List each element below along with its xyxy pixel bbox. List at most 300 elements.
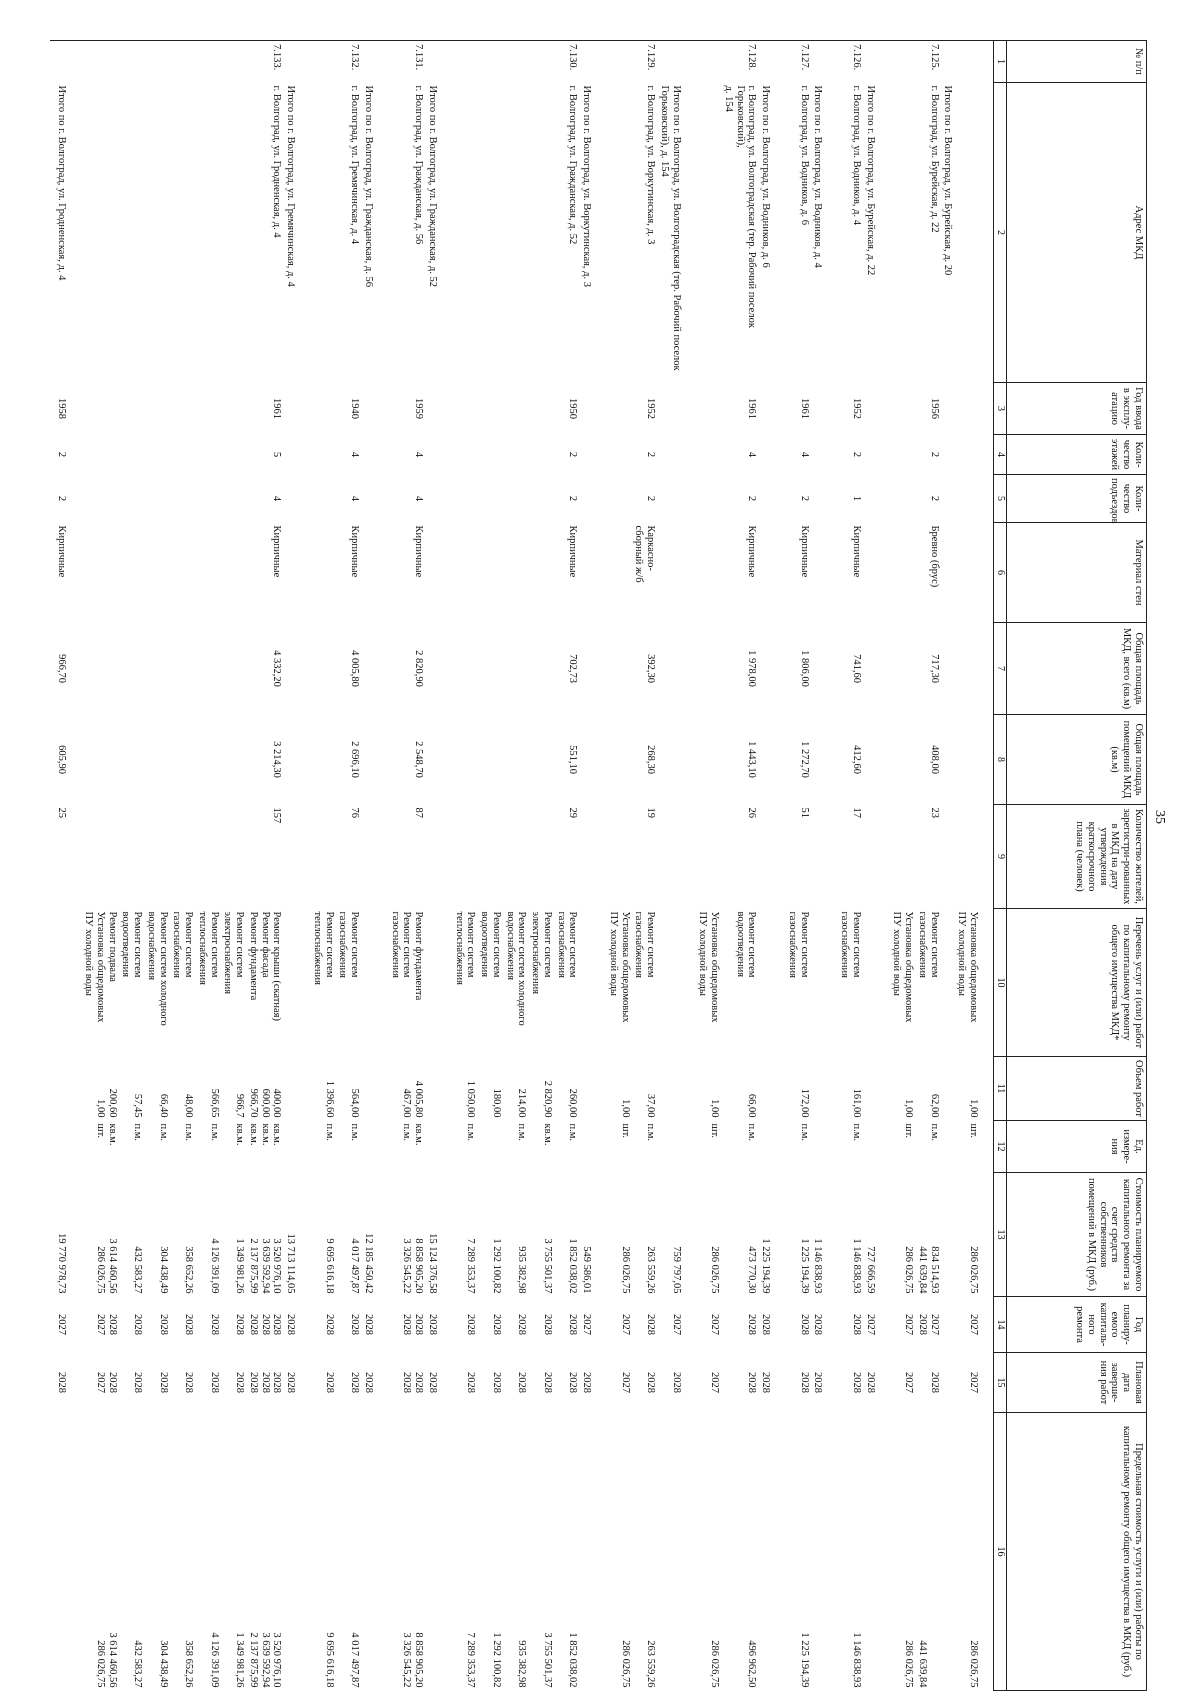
table-cell: 1,00 [619, 1099, 631, 1118]
table-cell [361, 1121, 388, 1173]
table-cell: Кирпичные [271, 525, 283, 578]
table-cell [890, 435, 916, 475]
column-number-4: 4 [994, 435, 1007, 475]
table-cell: 2 [928, 451, 940, 458]
table-cell: г. Волгоград, ул. Воркутинская, д. 3 [645, 85, 657, 245]
column-number-8: 8 [994, 715, 1007, 805]
table-cell [863, 41, 890, 83]
table-cell [955, 83, 994, 383]
table-cell: 2028 [491, 1314, 502, 1335]
table-cell [119, 435, 145, 475]
table-cell: Итого по г. Волгоград, ул. Гражданская, д. 56 [363, 85, 374, 287]
table-cell: 2028 [349, 1372, 361, 1393]
table-cell [50, 41, 82, 83]
table-cell: 2 [56, 451, 68, 458]
table-cell [195, 715, 221, 805]
table-cell: 2027 [903, 1314, 915, 1335]
table-cell: 2028 [864, 1372, 876, 1393]
table-row [941, 41, 955, 1691]
table-cell: Установка общедомовых ПУ холодной воды [697, 911, 721, 1023]
table-cell [811, 1121, 838, 1173]
table-cell: 1 978,00 [746, 650, 758, 687]
table-cell [195, 805, 221, 909]
table-cell [425, 523, 452, 623]
table-cell: 496 962,50 [746, 1640, 758, 1688]
table-cell [696, 805, 722, 909]
table-cell [606, 805, 632, 909]
table-cell [580, 623, 607, 715]
table-cell: 2028 2027 [95, 1372, 118, 1393]
table-cell: 2028 [812, 1372, 824, 1393]
table-cell [144, 435, 170, 475]
table-cell [195, 523, 221, 623]
table-cell [657, 715, 696, 805]
table-row [554, 41, 580, 1691]
table-cell [195, 383, 221, 435]
column-header-11: Объем работ [1007, 1057, 1147, 1121]
table-cell [811, 1057, 838, 1121]
table-cell: 87 [413, 807, 425, 818]
table-cell: 7.128. [746, 44, 758, 71]
table-cell: кв.м. [234, 1123, 246, 1146]
table-cell: 2028 [234, 1372, 246, 1393]
table-cell: 15 124 376,58 [427, 1233, 438, 1294]
table-cell [759, 715, 786, 805]
table-cell: 966,7 [234, 1093, 246, 1118]
table-cell: 260,00 [567, 1088, 579, 1118]
column-number-13: 13 [994, 1173, 1007, 1297]
table-cell [195, 623, 221, 715]
table-cell: 702,73 [567, 654, 579, 683]
table-cell [119, 523, 145, 623]
table-cell [478, 435, 504, 475]
table-cell [580, 909, 607, 1057]
table-cell: 834 514,93 441 639,84 [917, 1246, 940, 1294]
table-cell [863, 475, 890, 523]
table-cell [284, 909, 311, 1057]
table-cell [657, 383, 696, 435]
table-cell: 4 [349, 451, 361, 458]
table-cell [195, 475, 221, 523]
table-cell: Ремонт систем теплоснабжения [197, 911, 220, 985]
table-cell [82, 523, 119, 623]
table-cell [170, 523, 196, 623]
column-header-5: Коли-чество подъездов [1007, 475, 1147, 523]
table-cell: 48,00 [183, 1093, 195, 1118]
table-cell [503, 383, 529, 435]
table-cell: п.м. [851, 1123, 862, 1142]
table-cell [310, 41, 336, 83]
table-cell [759, 383, 786, 435]
table-cell [890, 805, 916, 909]
table-cell: 2027 [968, 1314, 979, 1335]
table-cell [310, 83, 336, 383]
table-cell: 304 438,49 [157, 1640, 169, 1688]
table-cell: 4 [349, 495, 361, 502]
table-cell: Ремонт фундамента Ремонт систем газоснабжения [389, 911, 425, 1001]
table-cell: шт. [619, 1123, 631, 1139]
table-cell [606, 41, 632, 83]
table-cell: 286 026,75 [968, 1246, 979, 1294]
repair-plan-table [50, 40, 1147, 1691]
table-cell: 2028 [285, 1372, 297, 1393]
table-cell: 2028 [363, 1372, 374, 1393]
table-cell [759, 435, 786, 475]
table-cell [284, 523, 311, 623]
table-cell [657, 1413, 696, 1691]
table-cell [478, 41, 504, 83]
table-cell [580, 435, 607, 475]
table-cell [425, 1413, 452, 1691]
table-cell [284, 1121, 311, 1173]
table-cell: 2028 [798, 1314, 810, 1335]
table-cell [580, 715, 607, 805]
table-cell [890, 83, 916, 383]
table-cell [696, 523, 722, 623]
column-number-row [994, 41, 1007, 1691]
total-row [657, 41, 696, 1691]
table-cell [529, 83, 555, 383]
table-cell [452, 715, 478, 805]
table-cell: 157 [271, 807, 283, 824]
table-cell [221, 83, 247, 383]
table-cell [119, 83, 145, 383]
table-cell: Ремонт систем газоснабжения [917, 911, 940, 978]
table-row [503, 41, 529, 1691]
table-cell: 1952 [851, 398, 862, 419]
table-cell: п.м. [516, 1123, 528, 1142]
table-cell [503, 41, 529, 83]
table-cell [657, 475, 696, 523]
table-cell [759, 475, 786, 523]
table-cell: 412,60 [851, 745, 862, 774]
table-cell: 4 [413, 495, 425, 502]
table-cell: 432 583,27 [132, 1640, 144, 1688]
table-cell: 2028 2028 [401, 1314, 425, 1335]
total-row [955, 41, 994, 1691]
table-cell [863, 1413, 890, 1691]
table-cell [452, 435, 478, 475]
column-number-5: 5 [994, 475, 1007, 523]
table-cell: 2 [645, 451, 657, 458]
table-cell: 1 349 981,26 [234, 1238, 246, 1294]
table-cell: 2 [567, 495, 579, 502]
table-cell: 4 005,80 467,00 [401, 1080, 425, 1118]
table-cell: 2028 [208, 1314, 220, 1335]
table-cell: Кирпичные [56, 525, 68, 578]
table-cell: 1 292 100,82 [491, 1632, 502, 1688]
table-cell: 180,00 [491, 1088, 502, 1118]
table-cell: кв.м. п.м. [401, 1123, 425, 1146]
table-cell: г. Волгоград, ул. Бурейская, д. 22 [928, 85, 940, 233]
table-row [890, 41, 916, 1691]
table-cell [221, 41, 247, 83]
table-cell: Итого по г. Волгоград, ул. Бурейская, д. 22 [864, 85, 876, 276]
table-cell: 1 852 038,02 [567, 1238, 579, 1294]
table-cell: кв.м. кв.м. кв.м. [248, 1123, 283, 1146]
table-cell: 2028 [349, 1314, 361, 1335]
table-cell [425, 623, 452, 715]
table-cell [310, 805, 336, 909]
table-cell [759, 1413, 786, 1691]
table-cell [310, 383, 336, 435]
table-cell [941, 1413, 955, 1691]
table-cell: 2027 [864, 1314, 876, 1335]
table-cell [82, 623, 119, 715]
table-cell: 26 [746, 807, 758, 818]
table-cell: 2028 [323, 1372, 335, 1393]
table-cell: 304 438,49 [157, 1246, 169, 1294]
table-cell: 1 349 981,26 [234, 1632, 246, 1688]
table-cell [941, 805, 955, 909]
column-header-13: Стоимость планируемого капитального ремонта за счет средств собственников помещений в МКД (руб.) [1007, 1173, 1147, 1297]
table-cell: 4 005,80 [349, 650, 361, 687]
table-cell: 473 770,30 [746, 1246, 758, 1294]
table-cell: 286 026,75 [903, 1246, 915, 1294]
table-cell: 2028 [746, 1314, 758, 1335]
table-cell [696, 715, 722, 805]
total-row [425, 41, 452, 1691]
table-row [246, 41, 283, 1691]
table-row [721, 41, 758, 1691]
table-cell: 37,00 [645, 1093, 657, 1118]
table-cell: 3 755 501,37 [542, 1238, 553, 1294]
table-cell [941, 623, 955, 715]
table-cell: Ремонт систем газоснабжения [787, 911, 810, 978]
table-cell: п.м. [183, 1123, 195, 1142]
table-cell [863, 1121, 890, 1173]
table-cell: 2028 [132, 1372, 144, 1393]
table-cell [657, 805, 696, 909]
table-cell: п.м. [928, 1123, 940, 1142]
table-cell: 3 520 976,10 3 639 592,94 2 137 875,99 [248, 1238, 283, 1294]
table-cell [529, 475, 555, 523]
column-header-14: Год планиру-емого капиталь-ного ремонта [1007, 1297, 1147, 1353]
table-cell [119, 475, 145, 523]
table-cell [811, 623, 838, 715]
table-cell: 17 [851, 807, 862, 818]
table-cell: 286 026,75 [968, 1640, 979, 1688]
table-row [195, 41, 221, 1691]
page-number: 35 [1152, 810, 1167, 824]
table-cell: 7.131. [413, 44, 425, 71]
table-cell: 9 695 616,18 [323, 1632, 335, 1688]
table-cell: 23 [928, 807, 940, 818]
table-cell [811, 475, 838, 523]
table-cell [478, 1121, 504, 1173]
table-cell [452, 523, 478, 623]
table-cell: 358 652,26 [183, 1640, 195, 1688]
table-cell: 4 017 497,87 [349, 1238, 361, 1294]
table-cell [606, 623, 632, 715]
table-cell [310, 435, 336, 475]
table-cell [478, 383, 504, 435]
table-cell: 2 [798, 495, 810, 502]
table-cell: 2028 [427, 1314, 438, 1335]
table-cell [657, 1121, 696, 1173]
table-cell: шт. [903, 1123, 915, 1139]
table-cell: шт. [968, 1123, 979, 1139]
table-cell [696, 41, 722, 83]
table-cell [452, 41, 478, 83]
table-cell [361, 623, 388, 715]
table-cell [170, 475, 196, 523]
table-cell: 2027 [581, 1314, 593, 1335]
table-cell: 1 852 038,02 [567, 1632, 579, 1688]
table-cell [119, 41, 145, 83]
table-cell: 2028 [760, 1372, 772, 1393]
column-number-11: 11 [994, 1057, 1007, 1121]
table-cell [284, 805, 311, 909]
table-cell [284, 41, 311, 83]
table-row [915, 41, 941, 1691]
table-cell: 19 770 978,73 [56, 1233, 68, 1294]
table-cell: 2 [56, 495, 68, 502]
table-cell [144, 83, 170, 383]
table-cell: г. Волгоград, ул. Гражданская, д. 52 [567, 85, 579, 245]
table-cell [529, 41, 555, 83]
table-row [632, 41, 658, 1691]
table-cell: 2 [567, 451, 579, 458]
table-cell: 4 332,20 [271, 650, 283, 687]
table-cell: 2028 [323, 1314, 335, 1335]
table-cell: 2028 [670, 1372, 682, 1393]
table-cell [310, 715, 336, 805]
table-cell [759, 41, 786, 83]
table-cell: 7.125. [928, 44, 940, 71]
table-cell [452, 623, 478, 715]
table-cell: 1 146 838,93 [851, 1632, 862, 1688]
table-cell: 3 214,30 [271, 741, 283, 778]
table-cell: п.м. [567, 1123, 579, 1142]
table-cell [657, 523, 696, 623]
table-cell: 3 614 460,56 286 026,75 [95, 1632, 118, 1688]
table-cell: 551,10 [567, 745, 579, 774]
table-cell [890, 475, 916, 523]
table-cell: Ремонт систем газоснабжения [555, 911, 579, 978]
table-cell [503, 83, 529, 383]
table-cell: 57,45 [132, 1093, 144, 1118]
table-row [144, 41, 170, 1691]
table-cell [478, 523, 504, 623]
table-cell: 4 [271, 495, 283, 502]
table-cell: 1950 [567, 398, 579, 419]
table-cell [221, 715, 247, 805]
table-cell: Ремонт крыши (скатная) Ремонт фасада Ремонт фундамента [248, 911, 283, 1022]
table-cell: 7 289 353,37 [465, 1632, 477, 1688]
table-cell: 2028 2028 [401, 1372, 425, 1393]
table-cell: 966,70 [56, 654, 68, 683]
table-cell: Ремонт систем водоотведения [120, 911, 144, 978]
table-cell: 2028 [157, 1314, 169, 1335]
table-cell [696, 83, 722, 383]
table-cell: 2027 2028 [917, 1314, 940, 1335]
table-cell [606, 383, 632, 435]
table-cell: Установка общедомовых ПУ холодной воды [891, 911, 915, 1023]
table-cell: 25 [56, 807, 68, 818]
table-cell: 564,00 [349, 1088, 361, 1118]
table-cell: г. Волгоград, ул. Гремячинская, д. 4 [349, 85, 361, 245]
table-cell: 2028 [427, 1372, 438, 1393]
table-cell: Итого по г. Волгоград, ул. Гражданская, д. 52 [427, 85, 438, 287]
table-cell: 1,00 [709, 1099, 721, 1118]
table-cell [144, 475, 170, 523]
table-cell [425, 909, 452, 1057]
table-cell: 3 520 976,10 3 639 592,94 2 137 875,99 [248, 1632, 283, 1688]
table-cell: 1940 [349, 398, 361, 419]
table-cell: Кирпичные [746, 525, 758, 578]
table-cell [955, 623, 994, 715]
table-cell: 76 [349, 807, 361, 818]
table-cell: 2028 [285, 1314, 297, 1335]
column-number-1: 1 [994, 41, 1007, 83]
table-cell [144, 523, 170, 623]
table-cell [759, 909, 786, 1057]
table-cell: г. Волгоград, ул. Водников, д. 6 [798, 85, 810, 226]
table-cell [284, 623, 311, 715]
table-cell: 7.129. [645, 44, 657, 71]
total-row [284, 41, 311, 1691]
table-cell: 286 026,75 [903, 1640, 915, 1688]
table-cell [361, 1413, 388, 1691]
table-cell [119, 715, 145, 805]
table-cell: 2028 [157, 1372, 169, 1393]
table-cell [221, 523, 247, 623]
column-header-1: № п/п [1007, 41, 1147, 83]
table-cell [759, 1057, 786, 1121]
table-cell [310, 475, 336, 523]
table-cell [890, 383, 916, 435]
table-cell [425, 1121, 452, 1173]
table-cell: 549 586,01 [581, 1246, 593, 1294]
table-cell: 1961 [746, 398, 758, 419]
column-number-2: 2 [994, 83, 1007, 383]
table-row [119, 41, 145, 1691]
table-cell: 2028 [581, 1372, 593, 1393]
table-cell: 727 666,59 [864, 1246, 876, 1294]
table-cell: 1 272,70 [798, 741, 810, 778]
table-cell: кв.м. [542, 1123, 553, 1146]
table-cell: 1958 [56, 398, 68, 419]
table-cell: 1961 [271, 398, 283, 419]
table-cell [811, 383, 838, 435]
table-cell: 2027 [619, 1372, 631, 1393]
total-row [361, 41, 388, 1691]
table-cell [82, 383, 119, 435]
table-cell: 1 146 838,93 [812, 1238, 824, 1294]
table-cell: 7.126. [851, 44, 862, 71]
table-cell: г. Волгоград, ул. Волгоградская (тер. Рабочий поселок Горьковский), д. 154 [723, 85, 758, 328]
table-cell [529, 383, 555, 435]
table-cell [696, 475, 722, 523]
table-cell: 2 820,90 [413, 650, 425, 687]
table-cell: Ремонт систем водоотведения [734, 911, 758, 978]
table-cell [170, 83, 196, 383]
table-cell: 8 858 905,20 3 326 545,22 [401, 1632, 425, 1688]
table-cell: 2027 [903, 1372, 915, 1393]
table-cell: Итого по г. Волгоград, ул. Бурейская, д. 20 [942, 85, 954, 276]
table-cell: 2028 [183, 1372, 195, 1393]
table-cell [955, 523, 994, 623]
table-cell: 2028 [132, 1314, 144, 1335]
table-cell: 2028 [645, 1314, 657, 1335]
table-cell [606, 715, 632, 805]
table-cell [955, 715, 994, 805]
table-cell [284, 435, 311, 475]
table-cell: 2027 [670, 1314, 682, 1335]
table-cell [144, 41, 170, 83]
table-cell: п.м. [645, 1123, 657, 1142]
